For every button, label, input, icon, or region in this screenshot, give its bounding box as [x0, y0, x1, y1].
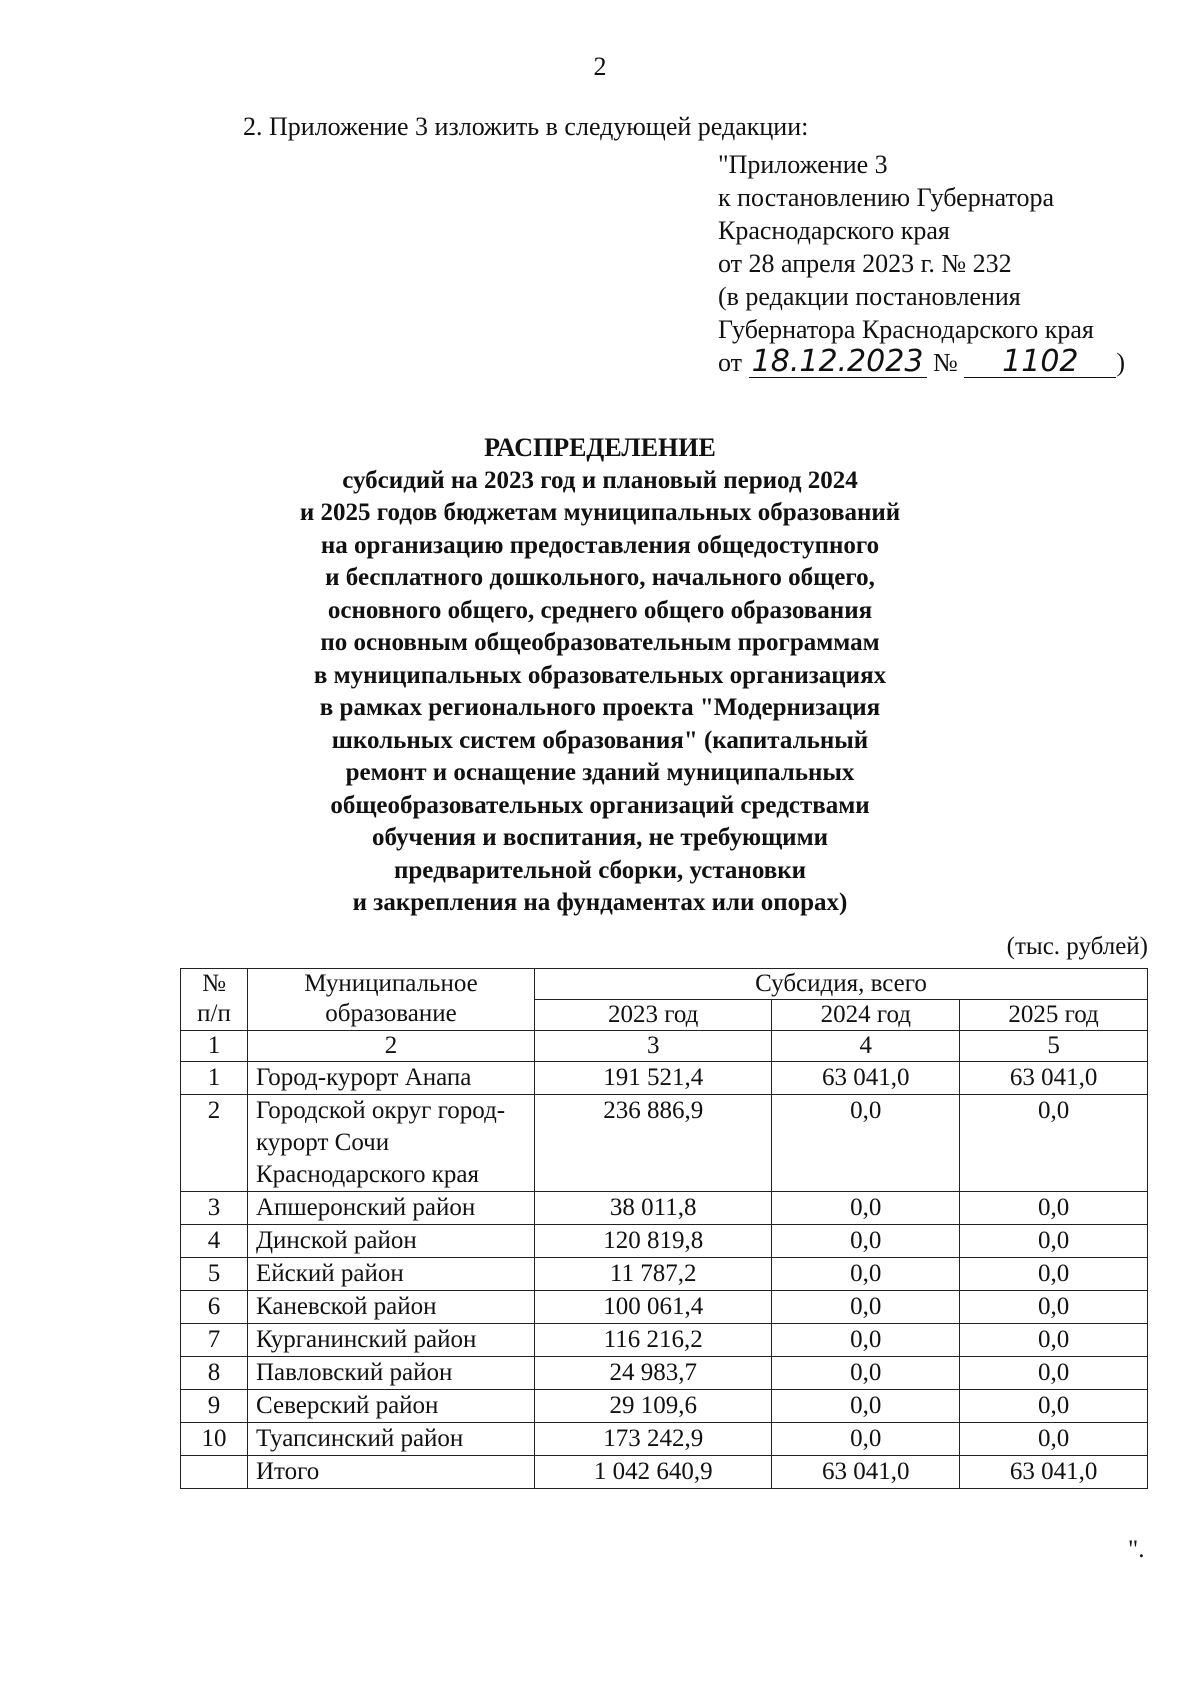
- index-cell: 3: [535, 1031, 772, 1062]
- municipality-name: Апшеронский район: [248, 1192, 535, 1225]
- title-line: основного общего, среднего общего образования: [327, 596, 873, 624]
- value-2024: 0,0: [772, 1225, 960, 1258]
- value-2023: 100 061,4: [535, 1291, 772, 1324]
- value-2024: 0,0: [772, 1291, 960, 1324]
- value-2023: 24 983,7: [535, 1357, 772, 1390]
- title-line: на организацию предоставления общедоступного: [320, 531, 880, 559]
- value-2024: 0,0: [772, 1258, 960, 1291]
- value-2025: 63 041,0: [960, 1062, 1148, 1095]
- number-label: №: [933, 348, 958, 377]
- table-row: [181, 1324, 1148, 1357]
- municipality-name: Динской район: [248, 1225, 535, 1258]
- table-header-row: [181, 969, 1148, 1000]
- value-2023: 173 242,9: [535, 1423, 772, 1456]
- row-number: 2: [181, 1095, 248, 1192]
- row-number: 4: [181, 1225, 248, 1258]
- value-2024: 0,0: [772, 1324, 960, 1357]
- index-cell: 1: [181, 1031, 248, 1062]
- title-line: по основным общеобразовательным программам: [320, 629, 880, 656]
- appendix-line: (в редакции постановления: [718, 282, 1021, 311]
- value-2025: 0,0: [960, 1324, 1148, 1357]
- row-number: 3: [181, 1192, 248, 1225]
- value-2023: 116 216,2: [535, 1324, 772, 1357]
- municipality-name: Город-курорт Анапа: [248, 1062, 535, 1095]
- value-2025: 0,0: [960, 1225, 1148, 1258]
- title-line: обучения и воспитания, не требующими: [371, 824, 829, 851]
- title-line: ремонт и оснащение зданий муниципальных: [345, 759, 855, 786]
- row-number: 8: [181, 1357, 248, 1390]
- title-line: субсидий на 2023 год и плановый период 2024: [342, 466, 858, 494]
- title-line: и бесплатного дошкольного, начального общего,: [325, 564, 875, 591]
- municipality-name: Курганинский район: [248, 1324, 535, 1357]
- value-2024: 0,0: [772, 1390, 960, 1423]
- table-row: [181, 1192, 1148, 1225]
- subsidy-table: [180, 968, 1148, 1489]
- table-total-row: [181, 1456, 1148, 1489]
- title-heading: РАСПРЕДЕЛЕНИЕ: [484, 433, 716, 462]
- value-2024: 63 041,0: [772, 1062, 960, 1095]
- header-year-2025: 2025 год: [960, 1000, 1148, 1031]
- table-body: [181, 1062, 1148, 1489]
- header-municipality: Муниципальное образование: [248, 969, 535, 1031]
- index-cell: 4: [772, 1031, 960, 1062]
- row-number: 6: [181, 1291, 248, 1324]
- appendix-reference: [718, 148, 1125, 379]
- value-2023: 11 787,2: [535, 1258, 772, 1291]
- value-2023: 38 011,8: [535, 1192, 772, 1225]
- value-2025: 0,0: [960, 1423, 1148, 1456]
- row-number: 1: [181, 1062, 248, 1095]
- value-2023: 191 521,4: [535, 1062, 772, 1095]
- value-2025: 0,0: [960, 1390, 1148, 1423]
- title-line: предварительной сборки, установки: [394, 856, 806, 884]
- table-row: [181, 1062, 1148, 1095]
- value-2025: 0,0: [960, 1192, 1148, 1225]
- value-2023: 120 819,8: [535, 1225, 772, 1258]
- appendix-line: Губернатора Краснодарского края: [718, 315, 1094, 344]
- appendix-line: от 28 апреля 2023 г. № 232: [718, 249, 1012, 278]
- table-row: [181, 1423, 1148, 1456]
- value-2023: 236 886,9: [535, 1095, 772, 1192]
- title-line: в муниципальных образовательных организациях: [313, 661, 887, 689]
- document-title: [0, 432, 1200, 920]
- municipality-name: Городской округ город-курорт Сочи Краснодарского края: [248, 1095, 535, 1192]
- index-cell: 2: [248, 1031, 535, 1062]
- table-index-row: [181, 1031, 1148, 1062]
- row-number: 10: [181, 1423, 248, 1456]
- total-2023: 1 042 640,9: [535, 1456, 772, 1489]
- table-row: [181, 1291, 1148, 1324]
- page-number: 2: [593, 52, 607, 81]
- value-2025: 0,0: [960, 1095, 1148, 1192]
- value-2025: 0,0: [960, 1258, 1148, 1291]
- table-row: [181, 1225, 1148, 1258]
- index-cell: 5: [960, 1031, 1148, 1062]
- header-subsidy-total: Субсидия, всего: [535, 969, 1148, 1000]
- title-line: и закрепления на фундаментах или опорах): [352, 889, 848, 916]
- value-2024: 0,0: [772, 1192, 960, 1225]
- row-number: 9: [181, 1390, 248, 1423]
- row-number: 5: [181, 1258, 248, 1291]
- handwritten-number: 1102: [964, 347, 1116, 378]
- municipality-name: Каневской район: [248, 1291, 535, 1324]
- total-number: [181, 1456, 248, 1489]
- from-label: от: [718, 348, 743, 377]
- table-row: [181, 1095, 1148, 1192]
- appendix-line: "Приложение 3: [718, 150, 888, 179]
- municipality-name: Туапсинский район: [248, 1423, 535, 1456]
- table-row: [181, 1390, 1148, 1423]
- handwritten-date: 18.12.2023: [749, 347, 927, 378]
- municipality-name: Ейский район: [248, 1258, 535, 1291]
- closing-paren: ): [1116, 348, 1126, 377]
- units-label: (тыс. рублей): [1006, 933, 1148, 960]
- value-2025: 0,0: [960, 1291, 1148, 1324]
- header-year-2024: 2024 год: [772, 1000, 960, 1031]
- title-line: в рамках регионального проекта "Модернизация: [319, 694, 881, 721]
- total-2024: 63 041,0: [772, 1456, 960, 1489]
- appendix-line: Краснодарского края: [718, 216, 950, 245]
- appendix-line: к постановлению Губернатора: [718, 183, 1055, 212]
- header-num: № п/п: [181, 969, 248, 1031]
- total-label: Итого: [248, 1456, 535, 1489]
- municipality-name: Павловский район: [248, 1357, 535, 1390]
- header-year-2023: 2023 год: [535, 1000, 772, 1031]
- row-number: 7: [181, 1324, 248, 1357]
- municipality-name: Северский район: [248, 1390, 535, 1423]
- table-row: [181, 1357, 1148, 1390]
- total-2025: 63 041,0: [960, 1456, 1148, 1489]
- appendix-date-line: [718, 346, 1125, 379]
- title-line: школьных систем образования" (капитальный: [331, 726, 869, 754]
- value-2024: 0,0: [772, 1357, 960, 1390]
- value-2023: 29 109,6: [535, 1390, 772, 1423]
- title-line: и 2025 годов бюджетам муниципальных образований: [299, 499, 901, 526]
- title-line: общеобразовательных организаций средствами: [330, 791, 870, 819]
- value-2025: 0,0: [960, 1357, 1148, 1390]
- table-row: [181, 1258, 1148, 1291]
- closing-quote-mark: ".: [1128, 1536, 1145, 1563]
- value-2024: 0,0: [772, 1095, 960, 1192]
- value-2024: 0,0: [772, 1423, 960, 1456]
- intro-paragraph: 2. Приложение 3 изложить в следующей редакции:: [243, 112, 809, 141]
